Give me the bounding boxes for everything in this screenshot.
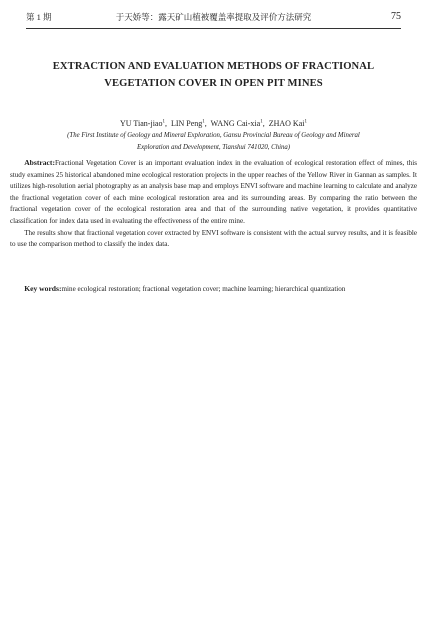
running-title: 于天娇等：露天矿山植被覆盖率提取及评价方法研究 <box>115 12 312 22</box>
author-name: LIN Peng <box>170 119 203 128</box>
title-line-1: EXTRACTION AND EVALUATION METHODS OF FRACTIONAL <box>52 61 375 72</box>
keywords-paragraph <box>10 283 417 296</box>
running-header <box>26 6 401 29</box>
affiliation-line-2: Exploration and Development, Tianshui 741020, China) <box>136 143 291 151</box>
affiliation-marker: 1 <box>304 119 307 125</box>
abstract-label: Abstract: <box>24 158 55 167</box>
abstract-paragraph-1 <box>10 157 417 228</box>
paper-title <box>26 58 401 92</box>
affiliation-line-1: (The First Institute of Geology and Mineral Exploration, Gansu Provincial Bureau of Geology and Mineral <box>67 132 360 139</box>
affiliation-marker: 1 <box>202 119 205 125</box>
author-name: ZHAO Kai <box>268 119 305 128</box>
abstract-text-1: Fractional Vegetation Cover is an important evaluation index in the evaluation of ecological restoration effect of mines, this study examines 25 historical abandoned mine ecological restoration projects in the upper reaches of the Yellow River in Gannan as samples. It utilizes high-resolution aerial photography as an analysis base map and employs ENVI software and machine learning to calculate and analyze the fractional vegetation cover of each mine ecological restoration area and its surrounding areas. By comparing the ratio between the fractional vegetation cover of the ecological restoration area and that of the surrounding native vegetation, it provides quantitative classification for index data used in evaluating the effectiveness of the entire mine. <box>10 159 417 225</box>
abstract-paragraph-2: The results show that fractional vegetation cover extracted by ENVI software is consistent with the actual survey results, and it is feasible to use the comparison method to classify the index data. <box>10 228 417 249</box>
author-name: WANG Cai-xia <box>210 119 261 128</box>
affiliation <box>40 130 387 153</box>
page-number: 75 <box>391 11 401 22</box>
issue-number: 第 1 期 <box>26 12 52 22</box>
author-list: YU Tian-jiao$^1$, LIN Peng$^1$, WANG Cai-xia$^1$, ZHAO Kai$^1$ <box>120 119 307 128</box>
abstract <box>10 157 417 251</box>
affiliation-marker: 1 <box>162 119 165 125</box>
keywords-label: Key words: <box>24 284 62 293</box>
affiliation-marker: 1 <box>260 119 263 125</box>
title-line-2: VEGETATION COVER IN OPEN PIT MINES <box>104 78 323 89</box>
author-name: YU Tian-jiao <box>120 119 163 128</box>
keywords <box>10 283 417 296</box>
keywords-text: mine ecological restoration; fractional vegetation cover; machine learning; hierarchical quantization <box>61 285 346 293</box>
